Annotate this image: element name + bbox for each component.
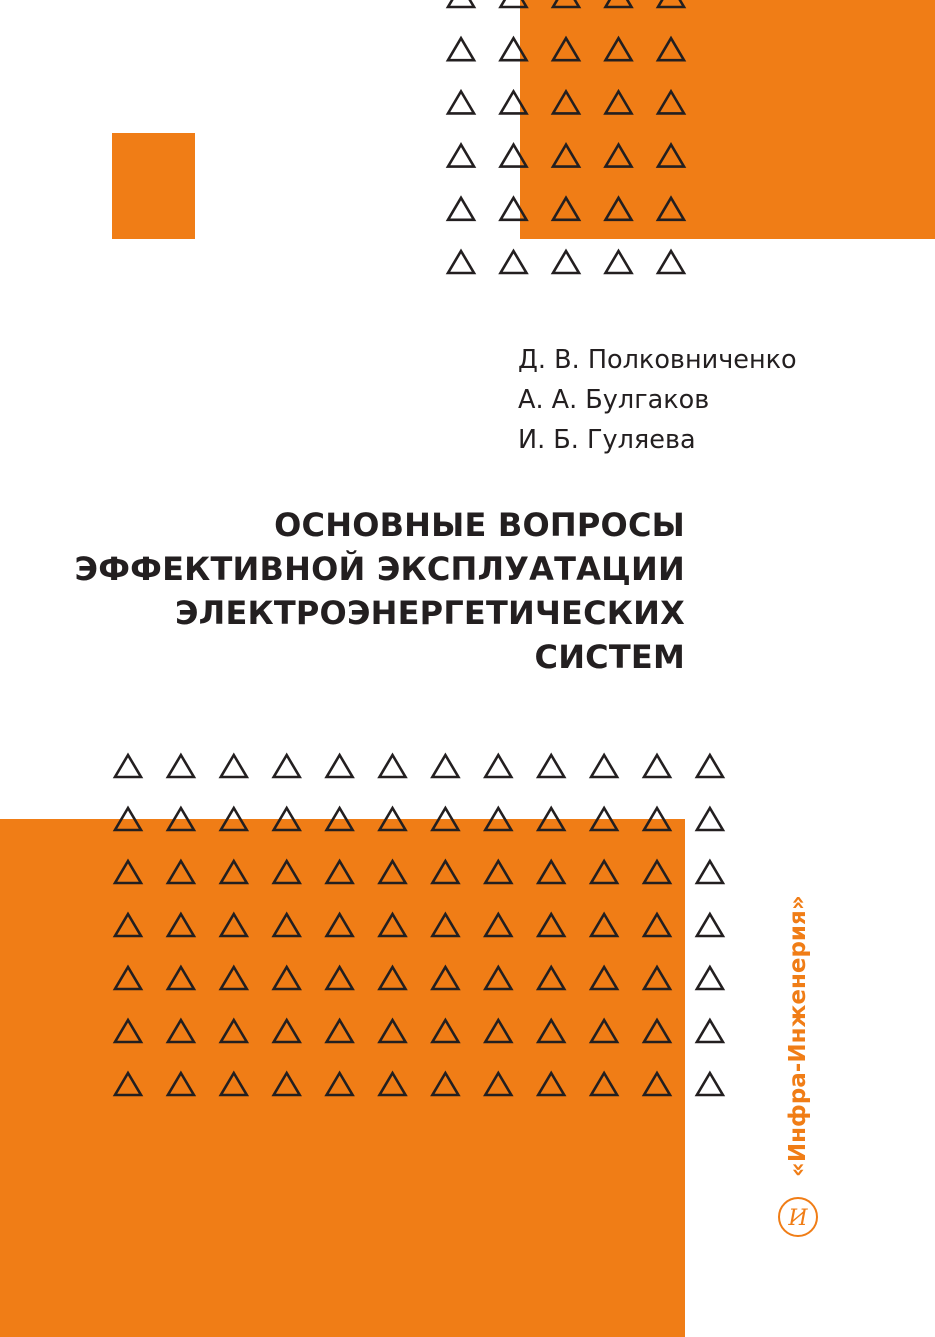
triangle-outline-icon [115,755,141,777]
triangle-outline-icon [168,861,194,883]
triangle-outline-icon [274,1073,300,1095]
title-line: ОСНОВНЫЕ ВОПРОСЫ [274,506,685,544]
triangle-outline-icon [168,1073,194,1095]
triangle-outline-icon [221,755,247,777]
triangle-outline-icon [697,808,723,830]
triangle-outline-icon [274,861,300,883]
author-list [518,340,797,460]
triangle-outline-icon [538,1073,564,1095]
triangle-outline-icon [380,755,406,777]
triangle-outline-icon [115,1073,141,1095]
triangle-outline-icon [644,861,670,883]
triangle-outline-icon [168,1020,194,1042]
triangle-outline-icon [327,755,353,777]
triangle-outline-icon [591,914,617,936]
author-name: Д. В. Полковниченко [518,345,797,375]
triangle-outline-icon [327,808,353,830]
triangle-outline-icon [591,861,617,883]
triangle-outline-icon [380,1020,406,1042]
triangle-outline-icon [538,1020,564,1042]
triangle-outline-icon [644,1073,670,1095]
triangle-outline-icon [485,914,511,936]
triangle-outline-icon [591,808,617,830]
triangle-outline-icon [168,808,194,830]
triangle-outline-icon [327,1020,353,1042]
triangle-outline-icon [327,861,353,883]
triangle-outline-icon [432,1073,458,1095]
triangle-outline-icon [221,914,247,936]
triangle-outline-icon [432,861,458,883]
triangle-outline-icon [274,808,300,830]
triangle-outline-icon [327,1073,353,1095]
triangle-outline-icon [591,1020,617,1042]
triangle-outline-icon [432,967,458,989]
triangle-outline-icon [327,967,353,989]
triangle-outline-icon [221,1073,247,1095]
triangle-outline-icon [697,1073,723,1095]
triangle-outline-icon [168,914,194,936]
publisher-logo-icon [776,1195,820,1239]
triangle-outline-icon [697,1020,723,1042]
triangle-outline-icon [538,861,564,883]
triangle-outline-icon [168,967,194,989]
triangle-outline-icon [538,967,564,989]
triangle-outline-icon [221,861,247,883]
triangle-outline-icon [538,914,564,936]
triangle-outline-icon [697,914,723,936]
triangle-outline-icon [591,967,617,989]
triangle-outline-icon [644,755,670,777]
publisher-imprint [776,895,820,1245]
triangle-outline-icon [697,755,723,777]
triangle-outline-icon [274,914,300,936]
triangle-outline-icon [274,1020,300,1042]
title-line: ЭЛЕКТРОЭНЕРГЕТИЧЕСКИХ [174,594,685,632]
triangle-outline-icon [380,861,406,883]
triangle-outline-icon [380,808,406,830]
title-line: СИСТЕМ [534,638,685,676]
triangle-outline-icon [221,967,247,989]
publisher-name: «Инфра-Инженерия» [785,895,811,1177]
triangle-outline-icon [115,1020,141,1042]
triangle-outline-icon [432,755,458,777]
triangle-outline-icon [485,861,511,883]
triangle-outline-icon [432,914,458,936]
triangle-outline-icon [115,914,141,936]
triangle-outline-icon [327,914,353,936]
author-name: И. Б. Гуляева [518,425,696,455]
triangle-outline-icon [591,1073,617,1095]
triangle-outline-icon [380,1073,406,1095]
triangle-outline-icon [274,755,300,777]
triangle-outline-icon [115,967,141,989]
publisher-logo-letter: И [788,1206,808,1231]
triangle-outline-icon [115,808,141,830]
triangle-outline-icon [538,755,564,777]
triangle-outline-icon [380,967,406,989]
triangle-outline-icon [274,967,300,989]
triangle-outline-icon [221,1020,247,1042]
triangle-outline-icon [644,914,670,936]
triangle-outline-icon [697,967,723,989]
triangle-outline-icon [432,1020,458,1042]
triangle-outline-icon [432,808,458,830]
triangle-outline-icon [485,1073,511,1095]
book-title [75,503,685,679]
triangle-outline-icon [485,967,511,989]
triangle-outline-icon [168,755,194,777]
title-line: ЭФФЕКТИВНОЙ ЭКСПЛУАТАЦИИ [74,550,685,588]
author-name: А. А. Булгаков [518,385,710,415]
triangle-outline-icon [485,808,511,830]
triangle-outline-icon [485,1020,511,1042]
triangle-outline-icon [485,755,511,777]
triangle-outline-icon [221,808,247,830]
triangle-outline-icon [697,861,723,883]
triangle-outline-icon [380,914,406,936]
triangle-outline-icon [538,808,564,830]
triangle-outline-icon [644,808,670,830]
triangle-outline-icon [115,861,141,883]
triangle-outline-icon [644,1020,670,1042]
triangle-outline-icon [644,967,670,989]
triangle-outline-icon [591,755,617,777]
